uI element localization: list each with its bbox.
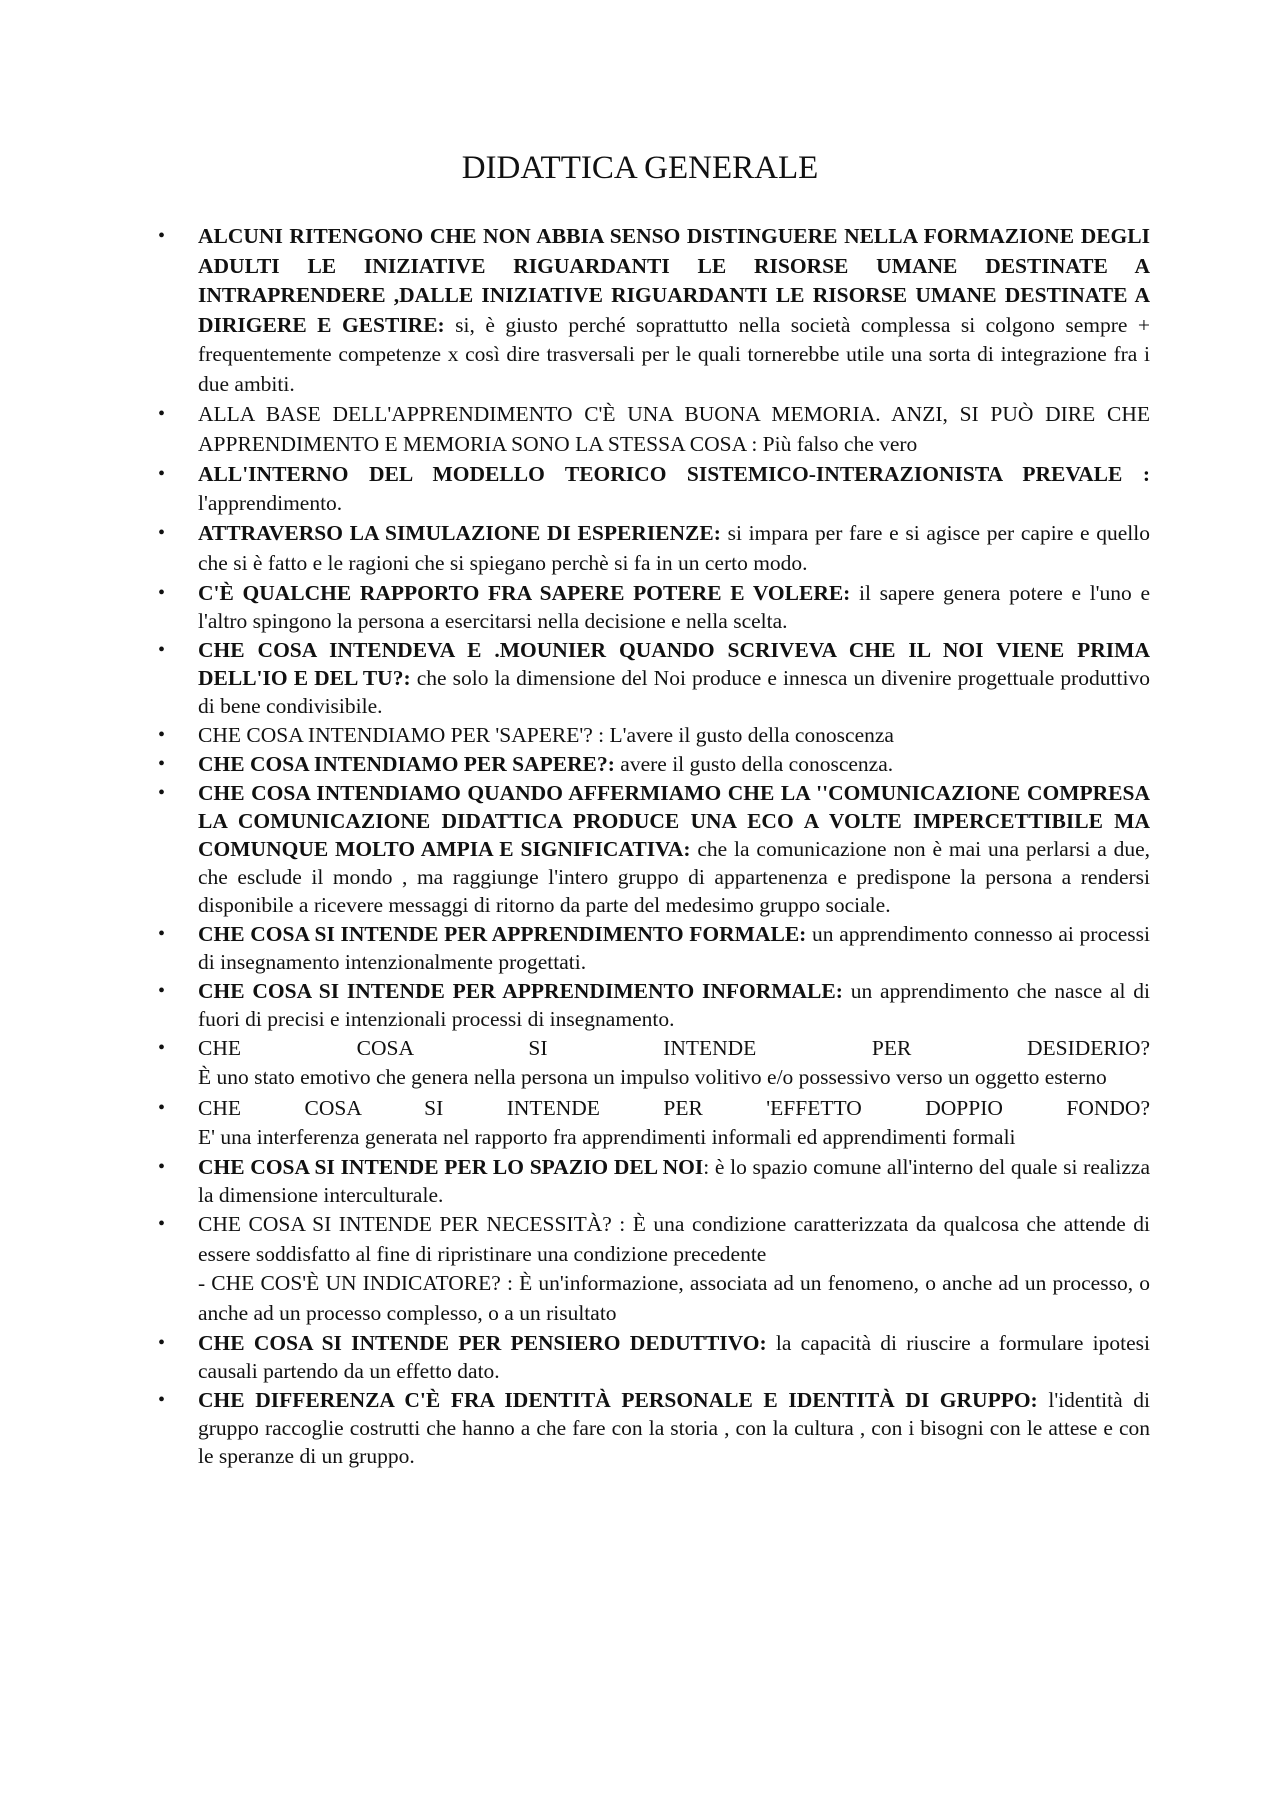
answer-text: si, è giusto perché soprattutto nella società complessa si colgono sempre + frequentemente competenze x così dire trasversali per le quali tornerebbe utile una sorta di integrazione fra i due ambiti.	[198, 312, 1150, 396]
question-text: CHE COSA INTENDIAMO QUANDO AFFERMIAMO CHE LA ''COMUNICAZIONE COMPRESA LA COMUNICAZIONE DIDATTICA PRODUCE UNA ECO A VOLTE IMPERCETTIBILE MA COMUNQUE MOLTO AMPIA E SIGNIFICATIVA:	[198, 780, 1150, 861]
question-text: CHE COSA INTENDIAMO PER SAPERE?:	[198, 751, 615, 776]
answer-text: un apprendimento connesso ai processi di insegnamento intenzionalmente progettati.	[198, 922, 1151, 975]
list-item	[154, 1034, 1150, 1093]
answer-text: il sapere genera potere e l'uno e l'altro spingono la persona a esercitarsi nella decisione e nella scelta.	[198, 581, 1151, 634]
question-text: CHE COSA INTENDIAMO PER 'SAPERE'? :	[198, 723, 605, 748]
answer-text: che solo la dimensione del Noi produce e innesca un divenire progettuale produttivo di bene condivisibile.	[198, 666, 1150, 719]
answer-text: È uno stato emotivo che genera nella persona un impulso volitivo e/o possessivo verso un oggetto esterno	[198, 1065, 1107, 1090]
list-item	[154, 721, 1150, 749]
question-text: C'È QUALCHE RAPPORTO FRA SAPERE POTERE E VOLERE:	[198, 581, 851, 606]
question-text: CHE COSA INTENDEVA E .MOUNIER QUANDO SCRIVEVA CHE IL NOI VIENE PRIMA DELL'IO E DEL TU?:	[198, 638, 1150, 691]
question-text: CHE COSA SI INTENDE PER PENSIERO DEDUTTIVO:	[198, 1331, 767, 1356]
bullet-icon: •	[158, 1332, 166, 1355]
question-text: ALLA BASE DELL'APPRENDIMENTO C'È UNA BUONA MEMORIA. ANZI, SI PUÒ DIRE CHE APPRENDIMENTO E MEMORIA SONO LA STESSA COSA :	[198, 402, 1150, 456]
list-item	[154, 1153, 1150, 1209]
bullet-icon: •	[158, 522, 166, 545]
bullet-icon: •	[158, 724, 166, 747]
bullet-icon: •	[158, 1213, 166, 1236]
answer-text: : è lo spazio comune all'interno del quale si realizza la dimensione interculturale.	[198, 1155, 1150, 1208]
bullet-icon: •	[158, 979, 166, 1002]
answer-text: che la comunicazione non è mai una perlarsi a due, che esclude il mondo , ma raggiunge l'intero gruppo di appartenenza e predispone la persona a rendersi disponibile a ricevere messaggi di ritorno da parte del medesimo gruppo sociale.	[198, 836, 1150, 918]
bullet-icon: •	[158, 923, 166, 946]
answer-text: l'apprendimento.	[198, 491, 343, 516]
list-item	[154, 1329, 1150, 1385]
answer-text: E' una interferenza generata nel rapporto fra apprendimenti informali ed apprendimenti formali	[198, 1125, 1016, 1150]
question-text: CHE DIFFERENZA C'È FRA IDENTITÀ PERSONALE E IDENTITÀ DI GRUPPO:	[198, 1387, 1038, 1412]
list-item	[154, 977, 1150, 1033]
bullet-icon: •	[158, 225, 166, 247]
list-item	[154, 779, 1150, 920]
question-text: CHE COSA SI INTENDE PER LO SPAZIO DEL NOI	[198, 1155, 704, 1180]
bullet-icon: •	[158, 1036, 166, 1059]
list-item	[154, 1210, 1150, 1328]
question-text: CHE COSA SI INTENDE PER NECESSITÀ? :	[198, 1212, 626, 1237]
question-text: ATTRAVERSO LA SIMULAZIONE DI ESPERIENZE:	[198, 521, 721, 546]
list-item	[154, 920, 1150, 976]
list-item	[154, 1094, 1150, 1153]
bullet-icon: •	[158, 1388, 166, 1411]
bullet-icon: •	[158, 752, 166, 775]
answer-text: si impara per fare e si agisce per capire e quello che si è fatto e le ragioni che si spiegano perchè si fa in un certo modo.	[198, 521, 1150, 576]
answer-text: la capacità di riuscire a formulare ipotesi causali partendo da un effetto dato.	[198, 1331, 1150, 1384]
list-item	[154, 460, 1150, 519]
bullet-icon: •	[158, 462, 166, 485]
bullet-icon: •	[158, 582, 166, 605]
list-item	[154, 222, 1150, 400]
list-item	[154, 1386, 1150, 1471]
question-text: ALL'INTERNO DEL MODELLO TEORICO SISTEMICO-INTERAZIONISTA PREVALE :	[198, 461, 1150, 486]
question-text: CHE COSA SI INTENDE PER APPRENDIMENTO FORMALE:	[198, 922, 807, 947]
list-item	[154, 579, 1150, 635]
answer-text: un apprendimento che nasce al di fuori di precisi e intenzionali processi di insegnamento.	[198, 978, 1150, 1032]
question-text: ALCUNI RITENGONO CHE NON ABBIA SENSO DISTINGUERE NELLA FORMAZIONE DEGLI ADULTI LE INIZIATIVE RIGUARDANTI LE RISORSE UMANE DESTINATE A INTRAPRENDERE ,DALLE INIZIATIVE RIGUARDANTI LE RISORSE UMANE DESTINATE A DIRIGERE E GESTIRE:	[198, 224, 1150, 337]
extra-text: - CHE COS'È UN INDICATORE? : È un'informazione, associata ad un fenomeno, o anche ad un processo, o anche ad un processo complesso, o a un risultato	[198, 1271, 1150, 1325]
list-item	[154, 400, 1150, 459]
question-list	[154, 222, 1150, 1471]
answer-text: Più falso che vero	[757, 431, 918, 456]
document-title: DIDATTICA GENERALE	[461, 150, 819, 186]
list-item	[154, 750, 1150, 778]
answer-text: avere il gusto della conoscenza.	[614, 751, 894, 776]
answer-text: È una condizione caratterizzata da qualcosa che attende di essere soddisfatto al fine di ripristinare una condizione precedente	[198, 1212, 1151, 1266]
bullet-icon: •	[158, 1096, 166, 1119]
bullet-icon: •	[158, 1156, 166, 1179]
question-text: CHE COSA SI INTENDE PER APPRENDIMENTO INFORMALE:	[198, 978, 843, 1003]
bullet-icon: •	[158, 781, 166, 804]
bullet-icon: •	[158, 403, 166, 426]
question-text: CHE COSA SI INTENDE PER DESIDERIO?	[198, 1035, 1150, 1060]
list-item	[154, 636, 1150, 721]
answer-text: L'avere il gusto della conoscenza	[604, 723, 894, 748]
list-item	[154, 519, 1150, 578]
answer-text: l'identità di gruppo raccoglie costrutti che hanno a che fare con la storia , con la cultura , con i bisogni con le attese e con le speranze di un gruppo.	[198, 1387, 1150, 1469]
bullet-icon: •	[158, 639, 166, 662]
question-text: CHE COSA SI INTENDE PER 'EFFETTO DOPPIO FONDO?	[198, 1095, 1150, 1120]
